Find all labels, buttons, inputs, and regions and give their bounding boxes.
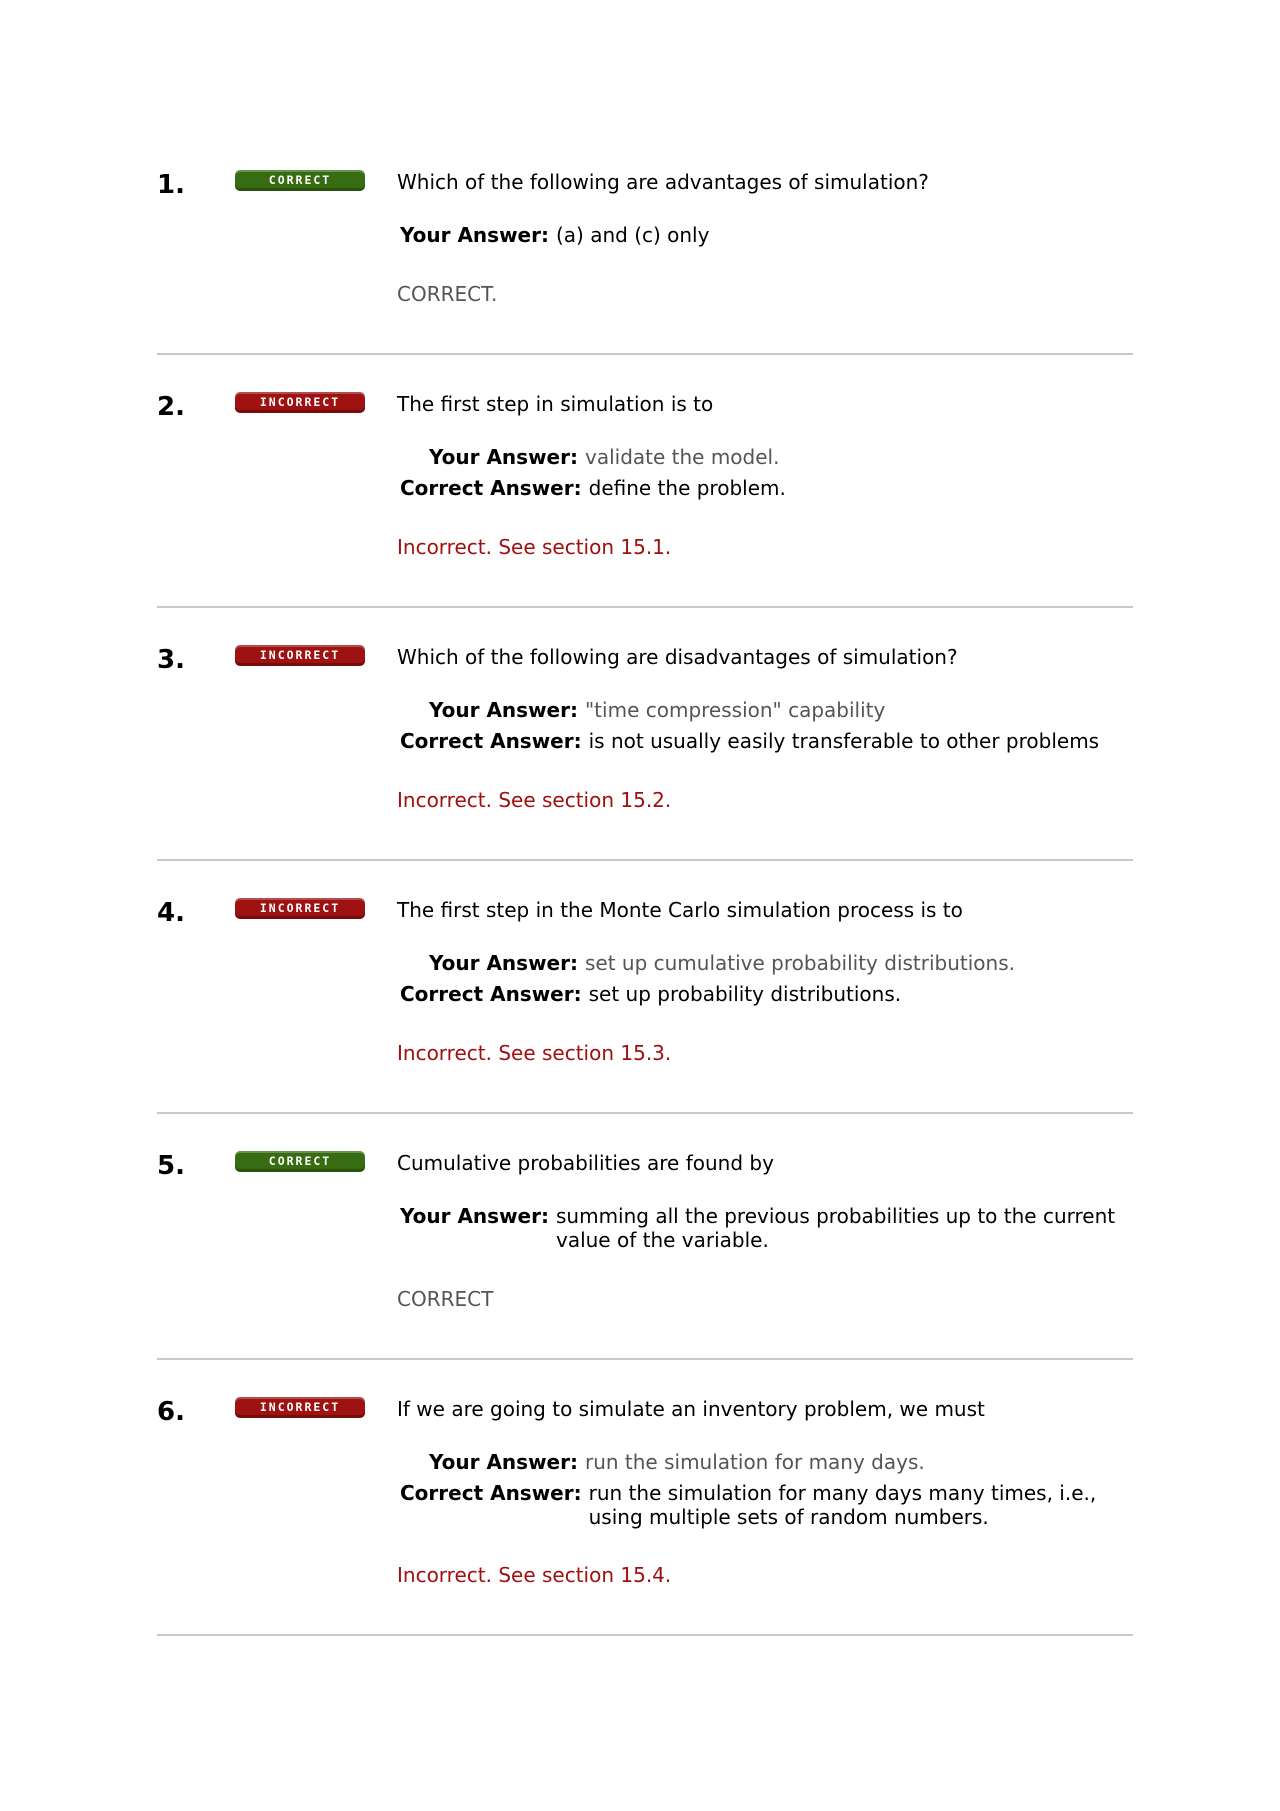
- your-answer-value: "time compression" capability: [584, 698, 886, 722]
- your-answer-row: [400, 445, 1120, 469]
- question-number: 4.: [157, 898, 185, 928]
- answers-block: [400, 951, 1120, 1013]
- divider: [157, 1634, 1133, 1636]
- question-text: The first step in simulation is to: [397, 392, 714, 416]
- your-answer-label: Your Answer:: [429, 1450, 578, 1474]
- your-answer-label: Your Answer:: [429, 951, 578, 975]
- incorrect-badge: INCORRECT: [235, 645, 365, 666]
- answers-block: [400, 1450, 1120, 1536]
- your-answer-value: (a) and (c) only: [555, 223, 710, 247]
- correct-answer-row: [400, 1481, 1120, 1529]
- your-answer-label: Your Answer:: [400, 223, 549, 247]
- question-text: Cumulative probabilities are found by: [397, 1151, 774, 1175]
- incorrect-badge: INCORRECT: [235, 392, 365, 413]
- correct-answer-value: define the problem.: [588, 476, 786, 500]
- question-text: If we are going to simulate an inventory problem, we must: [397, 1397, 985, 1421]
- correct-badge: CORRECT: [235, 1151, 365, 1172]
- feedback-text: Incorrect. See section 15.4.: [397, 1563, 672, 1587]
- question-text: The first step in the Monte Carlo simulation process is to: [397, 898, 963, 922]
- question-text: Which of the following are advantages of simulation?: [397, 170, 929, 194]
- your-answer-row: [400, 1204, 1120, 1252]
- divider: [157, 353, 1133, 355]
- question-number: 3.: [157, 645, 185, 675]
- your-answer-row: [400, 951, 1120, 975]
- your-answer-value: run the simulation for many days.: [584, 1450, 925, 1474]
- correct-answer-value: is not usually easily transferable to other problems: [588, 729, 1100, 753]
- incorrect-badge: INCORRECT: [235, 1397, 365, 1418]
- divider: [157, 1358, 1133, 1360]
- feedback-text: Incorrect. See section 15.3.: [397, 1041, 672, 1065]
- correct-answer-value: set up probability distributions.: [588, 982, 902, 1006]
- incorrect-badge: INCORRECT: [235, 898, 365, 919]
- feedback-text: CORRECT.: [397, 282, 498, 306]
- question-text: Which of the following are disadvantages of simulation?: [397, 645, 958, 669]
- divider: [157, 859, 1133, 861]
- answers-block: [400, 445, 1120, 507]
- question-number: 5.: [157, 1151, 185, 1181]
- your-answer-label: Your Answer:: [429, 698, 578, 722]
- correct-answer-row: [400, 982, 1120, 1006]
- question-number: 2.: [157, 392, 185, 422]
- correct-answer-row: [400, 476, 1120, 500]
- feedback-text: Incorrect. See section 15.2.: [397, 788, 672, 812]
- correct-answer-label: Correct Answer:: [400, 729, 582, 753]
- answers-block: [400, 1204, 1120, 1259]
- your-answer-label: Your Answer:: [429, 445, 578, 469]
- your-answer-row: [400, 223, 1120, 247]
- your-answer-row: [400, 1450, 1120, 1474]
- your-answer-row: [400, 698, 1120, 722]
- question-number: 6.: [157, 1397, 185, 1427]
- your-answer-value: summing all the previous probabilities up to the current value of the variable.: [555, 1204, 1116, 1252]
- divider: [157, 1112, 1133, 1114]
- correct-answer-value: run the simulation for many days many times, i.e., using multiple sets of random numbers.: [588, 1481, 1097, 1529]
- answers-block: [400, 698, 1120, 760]
- correct-answer-row: [400, 729, 1120, 753]
- divider: [157, 606, 1133, 608]
- feedback-text: CORRECT: [397, 1287, 494, 1311]
- question-number: 1.: [157, 170, 185, 200]
- correct-answer-label: Correct Answer:: [400, 1481, 582, 1505]
- your-answer-label: Your Answer:: [400, 1204, 549, 1228]
- correct-badge: CORRECT: [235, 170, 365, 191]
- your-answer-value: validate the model.: [584, 445, 780, 469]
- answers-block: [400, 223, 1120, 254]
- your-answer-value: set up cumulative probability distributions.: [584, 951, 1015, 975]
- feedback-text: Incorrect. See section 15.1.: [397, 535, 672, 559]
- correct-answer-label: Correct Answer:: [400, 476, 582, 500]
- correct-answer-label: Correct Answer:: [400, 982, 582, 1006]
